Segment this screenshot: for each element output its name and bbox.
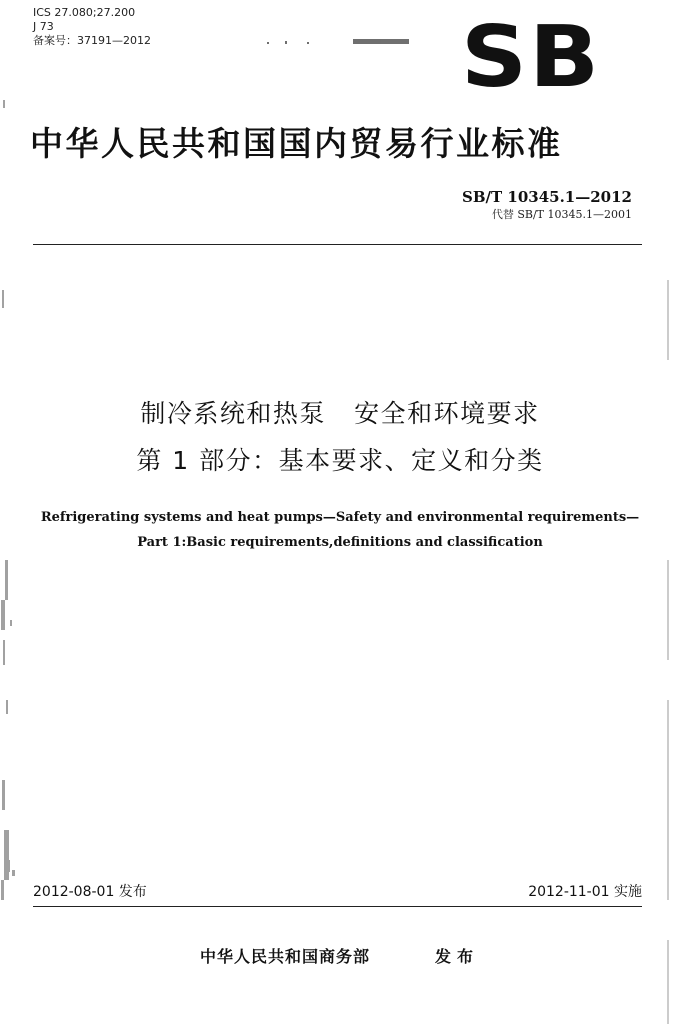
standard-number: SB/T 10345.1—2012 xyxy=(462,188,632,206)
issuing-authority: 中华人民共和国商务部 xyxy=(200,947,371,966)
issuing-action: 发布 xyxy=(435,947,480,966)
sb-logo-icon xyxy=(456,18,606,92)
divider-top xyxy=(33,244,642,245)
divider-bottom xyxy=(33,906,642,907)
implementation-date: 2012-11-01 实施 xyxy=(528,884,642,900)
filing-number: 备案号：37191—2012 xyxy=(33,34,151,47)
replaces-standard: 代替 SB/T 10345.1—2001 xyxy=(491,208,632,221)
sb-logo-lettering: SB xyxy=(460,18,602,92)
title-en-line-1: Refrigerating systems and heat pumps—Safety and environmental requirements— xyxy=(40,510,640,525)
scan-speckle-top xyxy=(265,34,415,48)
standard-category-title: 中华人民共和国国内贸易行业标准 xyxy=(30,124,563,163)
ics-code: ICS 27.080;27.200 xyxy=(33,6,136,19)
title-en-line-2: Part 1:Basic requirements,definitions and classification xyxy=(137,535,543,550)
issue-date: 2012-08-01 发布 xyxy=(33,884,147,900)
ccs-code: J 73 xyxy=(33,20,54,33)
title-cn-line-1: 制冷系统和热泵 安全和环境要求 xyxy=(140,399,540,428)
title-cn-line-2: 第 1 部分：基本要求、定义和分类 xyxy=(136,446,544,475)
